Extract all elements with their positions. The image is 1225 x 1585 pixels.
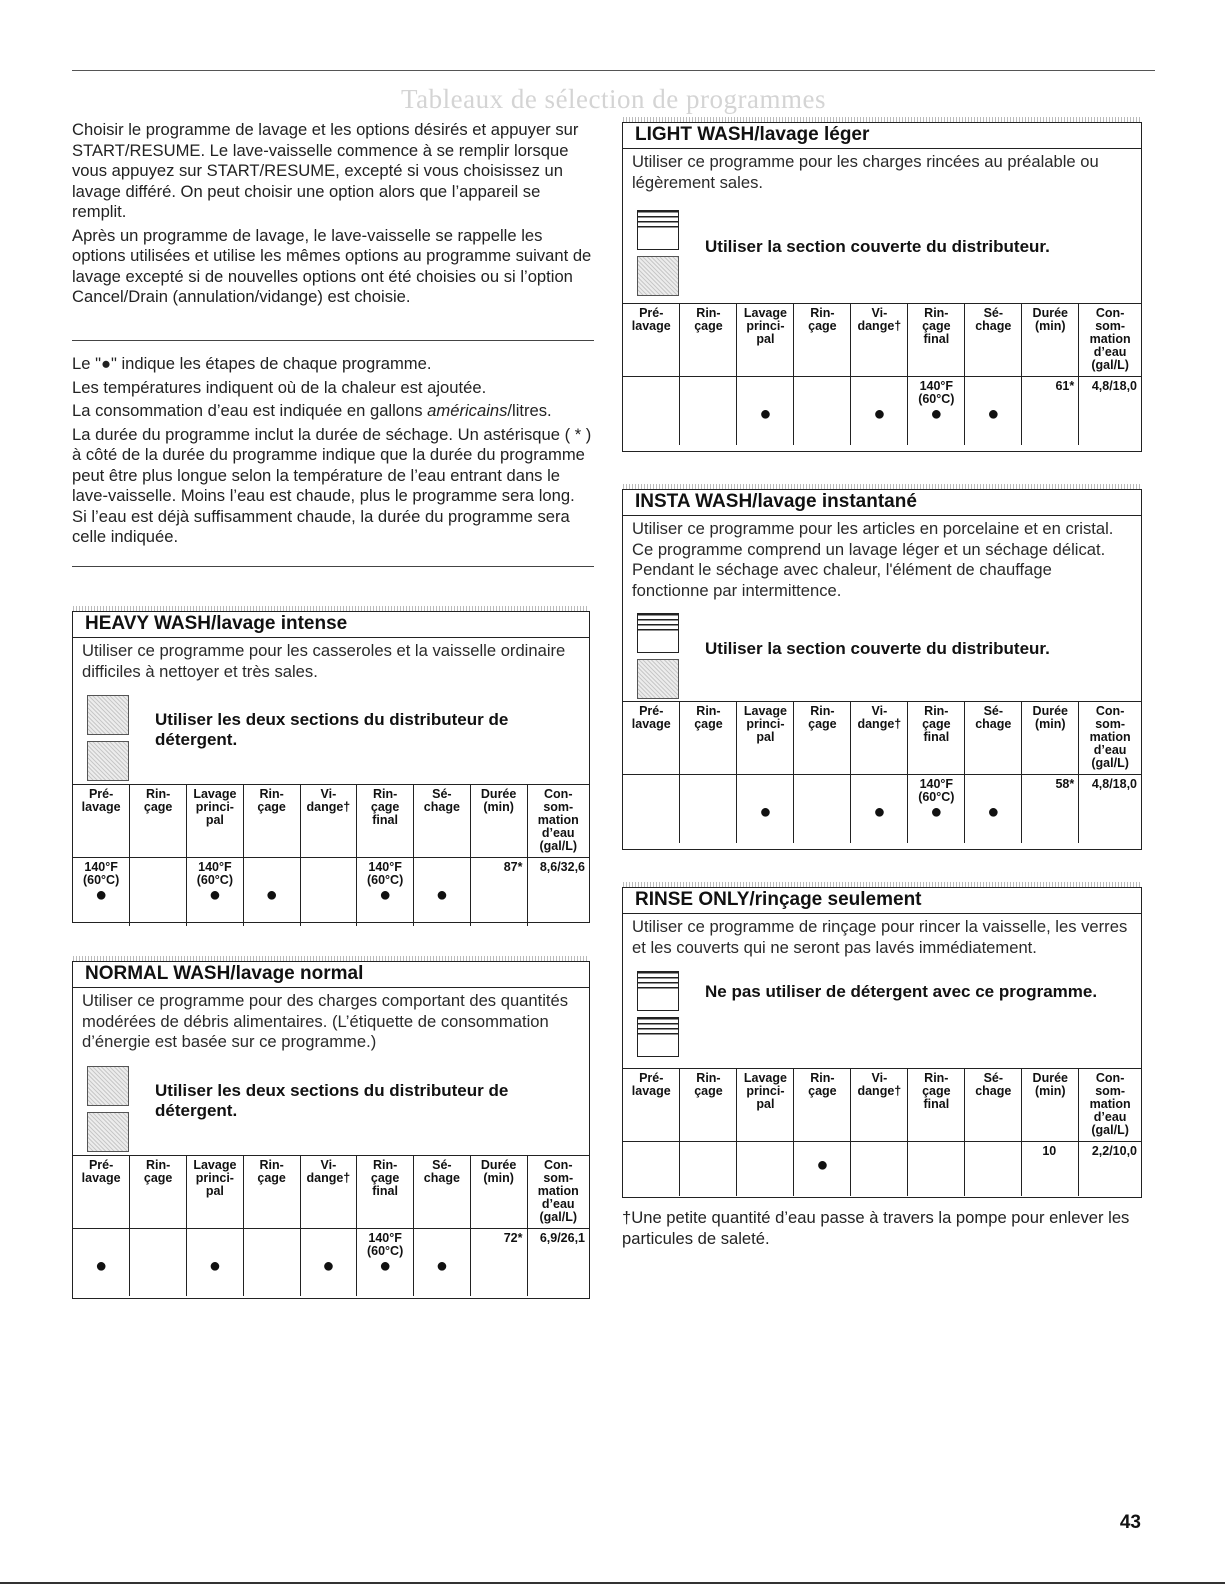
header-line: Rin- [810,1071,835,1085]
header-line: Con- [1095,704,1125,718]
cell-water: 4,8/18,0 [1079,775,1141,843]
header-line: Rin- [372,1157,398,1172]
header-line: Rin- [259,1157,284,1172]
header-line: çage [694,717,723,731]
table-header-cell [414,1155,471,1228]
table-header-cell [680,1069,737,1142]
header-line: Durée [480,787,517,801]
table-header-cell [527,1155,589,1228]
cell-rincage [680,775,737,843]
header-line: Pré- [639,1071,664,1085]
header-line: Sé- [983,1071,1004,1085]
table-row [73,858,589,926]
cycle-table [623,303,1141,445]
cell-vidange [851,1142,908,1196]
cell-rincage-2 [794,377,851,445]
header-line: Sé- [983,704,1004,718]
header-line: Rin- [696,1071,721,1085]
dispenser-instruction: Ne pas utiliser de détergent avec ce programme. [705,982,1098,1001]
header-line: çage [922,319,951,333]
header-line: Rin- [145,1157,171,1172]
dispenser-instruction: Utiliser la section couverte du distributeur. [705,237,1050,256]
header-line: Vi- [871,306,888,320]
intro-water: La consommation d’eau est indiquée en gallons américains/litres. [72,401,552,420]
table-row [73,1228,589,1296]
cell-lavage: ● [737,377,794,445]
page-number: 43 [1119,1512,1141,1533]
cell-rincage-2: ● [794,1142,851,1196]
header-line: Rin- [924,704,949,718]
section-title: LIGHT WASH/lavage léger [623,123,1141,149]
table-header-cell [1022,304,1079,377]
section-normal-wash [72,961,590,1299]
header-line: princi- [746,319,785,333]
header-line: Pré- [639,306,664,320]
cell-sechage: ● [414,1228,471,1296]
cell-duration: 10 [1022,1142,1079,1196]
header-line: Rin- [696,306,721,320]
header-line: (gal/L) [539,1209,577,1224]
table-row [623,1142,1141,1196]
dispenser-row [623,958,1141,1068]
footnote: †Une petite quantité d’eau passe à travers la pompe pour enlever les particules de saleté. [622,1208,1130,1248]
dispenser-instruction: Utiliser les deux sections du distributeur de détergent. [155,1080,509,1120]
section-title: NORMAL WASH/lavage normal [73,962,589,988]
header-line: çage [808,717,837,731]
header-line: pal [756,730,775,744]
section-description: Utiliser ce programme pour les charges rincées au préalable ou légèrement sales. [632,152,1099,192]
header-line: chage [975,319,1012,333]
cycle-table [623,701,1141,843]
cell-vidange: ● [851,775,908,843]
detergent-empty-icon [637,971,679,1011]
section-description: Utiliser ce programme pour les articles en porcelaine et en cristal. Ce programme comprend un lavage léger et un séchage délicat. Pendant le séchage avec chaleur, l'élément de chauffage fonctionne par intermittence. [632,519,1114,600]
cell-duration: 72* [470,1228,527,1296]
header-line: final [923,730,950,744]
header-line: pal [205,813,224,827]
header-line: dange† [857,717,902,731]
header-line: mation [537,1183,579,1198]
dispenser-instruction: Utiliser la section couverte du distributeur. [705,639,1050,658]
header-line: lavage [631,319,671,333]
cell-rincage-final: 140°F (60°C) ● [357,858,414,926]
table-header-cell [130,785,187,858]
cell-sechage: ● [414,858,471,926]
header-line: Pré- [639,704,664,718]
cell-rincage-2 [794,775,851,843]
cell-vidange [300,858,357,926]
cell-sechage: ● [965,377,1022,445]
header-line: çage [922,1084,951,1098]
table-header-cell [187,785,244,858]
header-line: pal [756,1097,775,1111]
cell-prelavage: 140°F (60°C) ● [73,858,130,926]
table-header-cell [794,304,851,377]
header-line: (min) [483,800,514,814]
table-header-cell [851,304,908,377]
table-header-cell [965,702,1022,775]
cycle-table [73,1155,589,1297]
cell-water: 6,9/26,1 [527,1228,589,1296]
section-rinse-only [622,887,1142,1198]
table-header-cell [414,785,471,858]
cell-lavage [737,1142,794,1196]
top-rule [72,70,1155,71]
dispenser-icon [637,971,679,1057]
header-line: chage [975,717,1012,731]
dispenser-row [623,193,1141,303]
intro-paragraph: Choisir le programme de lavage et les options désirés et appuyer sur START/RESUME. Le lave-vaisselle commence à se remplir lorsque vous appuyez sur START/RESUME, excepté si vous choisissez un lavage différé. On peut choisir une option alors que l’appareil se remplit. [72,120,579,221]
header-line: (gal/L) [1091,1123,1129,1137]
header-line: chage [423,800,460,814]
table-header-row [73,1155,589,1228]
page-title: Tableaux de sélection de programmes [401,84,826,114]
header-line: çage [922,717,951,731]
header-line: mation [1089,1097,1131,1111]
header-line: d’eau [541,826,575,840]
cell-rincage [130,1228,187,1296]
cell-prelavage: ● [73,1228,130,1296]
cell-rincage-final [908,1142,965,1196]
detergent-empty-icon [637,613,679,653]
header-line: Lavage [743,704,787,718]
intro-block-1 [72,120,594,311]
detergent-full-icon [87,1112,129,1152]
header-line: çage [257,1170,286,1185]
header-line: d’eau [541,1196,575,1211]
header-line: Lavage [193,787,237,801]
cycle-table [623,1068,1141,1196]
table-row [623,377,1141,445]
header-line: pal [205,1183,224,1198]
header-line: dange† [857,319,902,333]
table-header-cell [851,1069,908,1142]
header-line: Vi- [871,704,888,718]
header-line: d’eau [1093,1110,1127,1124]
cell-vidange: ● [851,377,908,445]
section-title: RINSE ONLY/rinçage seulement [623,888,1141,914]
header-line: Durée [1032,306,1068,320]
table-header-cell [737,304,794,377]
header-line: chage [423,1170,460,1185]
header-line: Con- [1095,306,1125,320]
cell-rincage [680,377,737,445]
dispenser-row [73,1053,589,1155]
header-line: d’eau [1093,743,1127,757]
header-line: çage [143,800,173,814]
header-line: final [923,1097,950,1111]
table-header-cell [851,702,908,775]
dispenser-row [73,682,589,784]
table-header-cell [1022,702,1079,775]
header-line: mation [537,813,579,827]
header-line: Rin- [924,306,949,320]
header-line: Vi- [320,1157,337,1172]
table-header-row [623,304,1141,377]
header-line: som- [1095,717,1126,731]
section-description: Utiliser ce programme pour les casseroles et la vaisselle ordinaire difficiles à nettoyer et très sales. [82,641,566,681]
header-line: Sé- [432,787,452,801]
table-header-cell [965,1069,1022,1142]
header-line: (min) [1034,1084,1066,1098]
header-line: som- [543,800,574,814]
header-line: final [372,813,398,827]
header-line: som- [1095,319,1126,333]
dispenser-icon [637,613,679,699]
header-line: princi- [195,800,234,814]
cell-lavage: 140°F (60°C) ● [187,858,244,926]
table-header-cell [527,785,589,858]
cell-sechage: ● [965,775,1022,843]
dispenser-icon [637,210,679,296]
header-line: Vi- [871,1071,888,1085]
table-header-row [73,785,589,858]
header-line: (gal/L) [1091,756,1129,770]
table-header-cell [73,785,130,858]
header-line: (min) [1034,717,1066,731]
bottom-rule [0,1582,1225,1584]
header-line: Rin- [372,787,398,801]
header-line: lavage [631,1084,671,1098]
cell-water: 4,8/18,0 [1079,377,1141,445]
table-header-cell [623,304,680,377]
header-line: (gal/L) [1091,358,1129,372]
header-line: dange† [857,1084,902,1098]
cell-rincage-final: 140°F (60°C) ● [357,1228,414,1296]
cell-duration: 58* [1022,775,1079,843]
table-header-cell [300,1155,357,1228]
table-header-cell [187,1155,244,1228]
header-line: som- [543,1170,574,1185]
section-title: HEAVY WASH/lavage intense [73,612,589,638]
header-line: Rin- [145,787,171,801]
cell-duration: 87* [470,858,527,926]
detergent-full-icon [87,1066,129,1106]
table-header-cell [794,702,851,775]
table-header-row [623,702,1141,775]
header-line: (gal/L) [539,839,577,853]
cycle-table [73,784,589,926]
header-line: dange† [306,1170,351,1185]
header-line: princi- [195,1170,234,1185]
header-line: Con- [544,787,573,801]
cell-prelavage [623,775,680,843]
table-header-cell [737,1069,794,1142]
header-line: princi- [746,717,785,731]
header-line: çage [143,1170,173,1185]
detergent-empty-icon [637,1017,679,1057]
header-line: Vi- [320,787,337,801]
header-line: mation [1089,730,1131,744]
table-header-cell [243,785,300,858]
table-header-row [623,1069,1141,1142]
cell-rincage-2 [243,1228,300,1296]
cell-lavage: ● [187,1228,244,1296]
table-header-cell [908,1069,965,1142]
cell-water: 2,2/10,0 [1079,1142,1141,1196]
table-header-cell [470,1155,527,1228]
dispenser-instruction: Utiliser les deux sections du distributeur de détergent. [155,710,509,749]
table-header-cell [623,702,680,775]
header-line: pal [756,332,775,346]
header-line: Durée [480,1157,517,1172]
table-header-cell [73,1155,130,1228]
table-header-cell [794,1069,851,1142]
table-header-cell [243,1155,300,1228]
intro-legend: Le "●" indique les étapes de chaque programme. [72,354,432,373]
intro-block-2 [72,354,594,551]
section-description: Utiliser ce programme de rinçage pour rincer la vaisselle, les verres et les couverts qui ne seront pas lavés immédiatement. [632,917,1128,957]
cell-vidange: ● [300,1228,357,1296]
header-line: lavage [81,800,121,814]
table-header-cell [623,1069,680,1142]
cell-rincage-final: 140°F (60°C) ● [908,775,965,843]
intro-temperatures: Les températures indiquent où de la chaleur est ajoutée. [72,377,487,397]
detergent-empty-icon [637,210,679,250]
cell-prelavage [623,377,680,445]
header-line: çage [808,1084,837,1098]
header-line: çage [370,1170,400,1185]
header-line: Rin- [924,1071,949,1085]
header-line: Rin- [810,306,835,320]
header-line: chage [975,1084,1012,1098]
cell-sechage [965,1142,1022,1196]
table-header-cell [130,1155,187,1228]
table-header-cell [908,702,965,775]
header-line: çage [370,800,400,814]
cell-water: 8,6/32,6 [527,858,589,926]
header-line: lavage [631,717,671,731]
header-line: princi- [746,1084,785,1098]
detergent-full-icon [87,695,129,735]
table-header-cell [357,1155,414,1228]
header-line: lavage [81,1170,121,1185]
detergent-full-icon [87,741,129,781]
section-title: INSTA WASH/lavage instantané [623,490,1141,516]
section-light-wash [622,122,1142,452]
dispenser-icon [87,1066,129,1152]
table-header-cell [470,785,527,858]
table-header-cell [908,304,965,377]
table-header-cell [357,785,414,858]
table-header-cell [1079,1069,1141,1142]
header-line: çage [808,319,837,333]
table-header-cell [300,785,357,858]
header-line: Durée [1032,704,1068,718]
table-header-cell [680,304,737,377]
table-header-cell [1079,304,1141,377]
header-line: mation [1089,332,1131,346]
section-description: Utiliser ce programme pour des charges comportant des quantités modérées de débris alimentaires. (L’étiquette de consommation d’énergie est basée sur ce programme.) [82,991,569,1051]
intro-paragraph: Après un programme de lavage, le lave-vaisselle se rappelle les options utilisées et utilise les mêmes options au programme suivant de lavage excepté si de nouvelles options ont été choisies ou si l’option Cancel/Drain (annulation/vidange) est choisie. [72,225,592,306]
header-line: (min) [483,1170,514,1185]
table-row [623,775,1141,843]
cell-duration: 61* [1022,377,1079,445]
header-line: Lavage [743,306,787,320]
header-line: Durée [1032,1071,1068,1085]
header-line: final [372,1183,398,1198]
detergent-full-icon [637,256,679,296]
header-line: Con- [544,1157,573,1172]
dispenser-icon [87,695,129,781]
header-line: Rin- [810,704,835,718]
cell-rincage-2: ● [243,858,300,926]
header-line: çage [257,800,286,814]
divider [72,566,594,567]
table-header-cell [1079,702,1141,775]
detergent-full-icon [637,659,679,699]
table-header-cell [965,304,1022,377]
cell-rincage [130,858,187,926]
header-line: Pré- [88,1157,114,1172]
table-header-cell [1022,1069,1079,1142]
header-line: Con- [1095,1071,1125,1085]
header-line: Sé- [983,306,1004,320]
header-line: çage [694,1084,723,1098]
table-header-cell [680,702,737,775]
header-line: Pré- [88,787,114,801]
header-line: final [923,332,950,346]
section-heavy-wash [72,611,590,923]
header-line: Lavage [743,1071,787,1085]
table-header-cell [737,702,794,775]
divider [72,340,594,341]
dispenser-row [623,601,1141,701]
cell-lavage: ● [737,775,794,843]
cell-rincage-final: 140°F (60°C) ● [908,377,965,445]
header-line: çage [694,319,723,333]
header-line: d’eau [1093,345,1127,359]
header-line: dange† [306,800,351,814]
header-line: (min) [1034,319,1066,333]
header-line: Rin- [259,787,284,801]
section-insta-wash [622,489,1142,850]
header-line: som- [1095,1084,1126,1098]
header-line: Lavage [193,1157,237,1172]
cell-rincage [680,1142,737,1196]
intro-duration: La durée du programme inclut la durée de séchage. Un astérisque ( * ) à côté de la durée du programme indique que la durée du programme peut être plus longue selon la température de l’eau entrant dans le lave-vaisselle. Moins l’eau est chaude, plus le programme sera long. Si l’eau est déjà suffisamment chaude, la durée du programme sera celle indiquée. [72,424,592,546]
header-line: Rin- [696,704,721,718]
header-line: Sé- [432,1157,452,1172]
cell-prelavage [623,1142,680,1196]
